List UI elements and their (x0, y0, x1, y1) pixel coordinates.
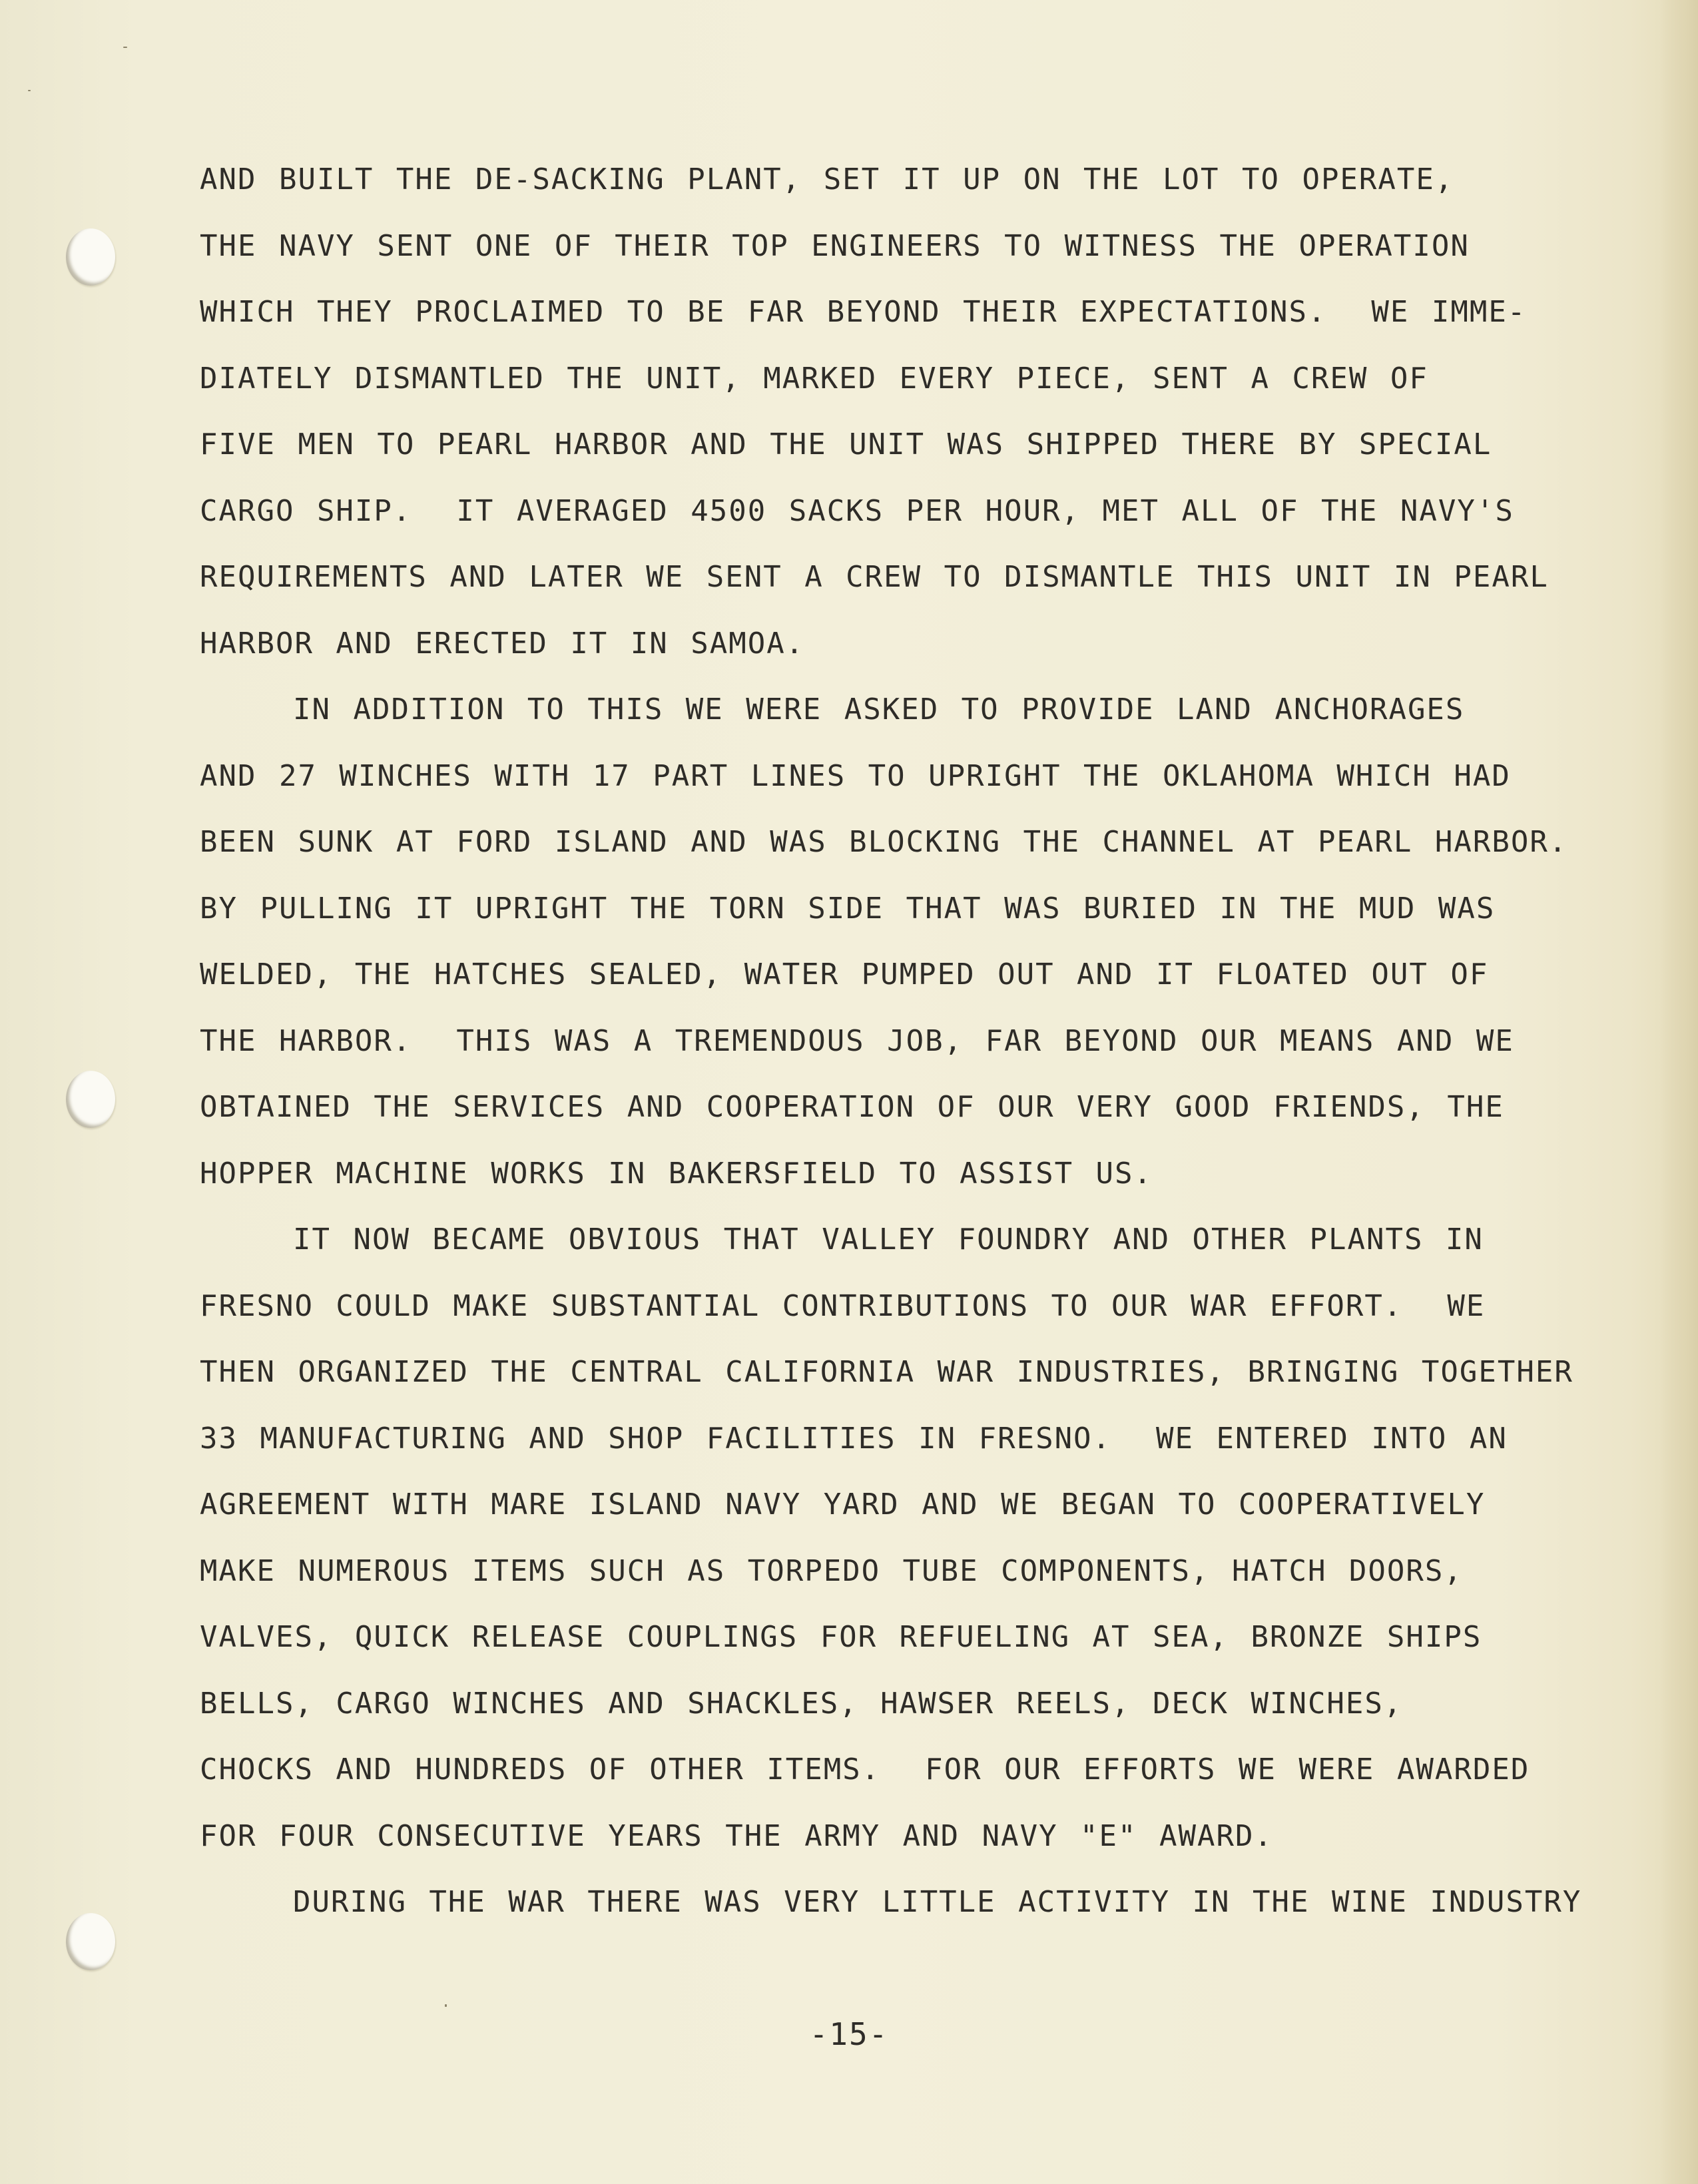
paragraph-start-line: IT NOW BECAME OBVIOUS THAT VALLEY FOUNDRY AND OTHER PLANTS IN (293, 1223, 1484, 1256)
binder-hole-top (66, 228, 115, 286)
text-line: MAKE NUMEROUS ITEMS SUCH AS TORPEDO TUBE COMPONENTS, HATCH DOORS, (200, 1553, 1463, 1588)
paragraph-start-line: DURING THE WAR THERE WAS VERY LITTLE ACTIVITY IN THE WINE INDUSTRY (293, 1885, 1582, 1919)
body-text (200, 146, 1638, 1936)
text-line: BELLS, CARGO WINCHES AND SHACKLES, HAWSER REELS, DECK WINCHES, (200, 1686, 1403, 1721)
text-line: REQUIREMENTS AND LATER WE SENT A CREW TO DISMANTLE THIS UNIT IN PEARL (200, 560, 1549, 594)
text-line: FIVE MEN TO PEARL HARBOR AND THE UNIT WAS SHIPPED THERE BY SPECIAL (200, 427, 1492, 461)
paper-speck (28, 90, 31, 91)
text-line: CARGO SHIP. IT AVERAGED 4500 SACKS PER HOUR, MET ALL OF THE NAVY'S (200, 493, 1514, 528)
text-line: BEEN SUNK AT FORD ISLAND AND WAS BLOCKING THE CHANNEL AT PEARL HARBOR. (200, 825, 1568, 859)
text-line: DIATELY DISMANTLED THE UNIT, MARKED EVERY PIECE, SENT A CREW OF (200, 361, 1428, 396)
text-line: AND 27 WINCHES WITH 17 PART LINES TO UPRIGHT THE OKLAHOMA WHICH HAD (200, 758, 1511, 793)
text-line: HARBOR AND ERECTED IT IN SAMOA. (200, 626, 805, 661)
text-line: WHICH THEY PROCLAIMED TO BE FAR BEYOND THEIR EXPECTATIONS. WE IMME- (200, 295, 1527, 329)
binder-hole-middle (66, 1071, 115, 1128)
text-line: FOR FOUR CONSECUTIVE YEARS THE ARMY AND NAVY "E" AWARD. (200, 1818, 1273, 1853)
text-line: THE HARBOR. THIS WAS A TREMENDOUS JOB, FAR BEYOND OUR MEANS AND WE (200, 1023, 1514, 1058)
text-line: AGREEMENT WITH MARE ISLAND NAVY YARD AND WE BEGAN TO COOPERATIVELY (200, 1488, 1486, 1521)
paper-speck (123, 47, 127, 48)
binder-hole-bottom (66, 1913, 115, 1970)
text-line: WELDED, THE HATCHES SEALED, WATER PUMPED OUT AND IT FLOATED OUT OF (200, 957, 1489, 991)
text-line: BY PULLING IT UPRIGHT THE TORN SIDE THAT WAS BURIED IN THE MUD WAS (200, 891, 1496, 926)
page-edge-shading (1659, 0, 1698, 2184)
text-line: THEN ORGANIZED THE CENTRAL CALIFORNIA WAR INDUSTRIES, BRINGING TOGETHER (200, 1355, 1573, 1389)
text-line: AND BUILT THE DE-SACKING PLANT, SET IT UP ON THE LOT TO OPERATE, (200, 162, 1454, 196)
text-line: CHOCKS AND HUNDREDS OF OTHER ITEMS. FOR OUR EFFORTS WE WERE AWARDED (200, 1753, 1530, 1786)
paper-speck (445, 2004, 447, 2007)
text-line: 33 MANUFACTURING AND SHOP FACILITIES IN FRESNO. WE ENTERED INTO AN (200, 1421, 1508, 1456)
text-line: FRESNO COULD MAKE SUBSTANTIAL CONTRIBUTIONS TO OUR WAR EFFORT. WE (200, 1288, 1486, 1323)
paragraph-start-line: IN ADDITION TO THIS WE WERE ASKED TO PROVIDE LAND ANCHORAGES (293, 692, 1465, 726)
text-line: THE NAVY SENT ONE OF THEIR TOP ENGINEERS TO WITNESS THE OPERATION (200, 228, 1470, 263)
page-number: -15- (809, 2016, 889, 2052)
text-line: VALVES, QUICK RELEASE COUPLINGS FOR REFUELING AT SEA, BRONZE SHIPS (200, 1620, 1482, 1654)
text-line: OBTAINED THE SERVICES AND COOPERATION OF OUR VERY GOOD FRIENDS, THE (200, 1090, 1504, 1124)
text-line: HOPPER MACHINE WORKS IN BAKERSFIELD TO ASSIST US. (200, 1156, 1153, 1191)
